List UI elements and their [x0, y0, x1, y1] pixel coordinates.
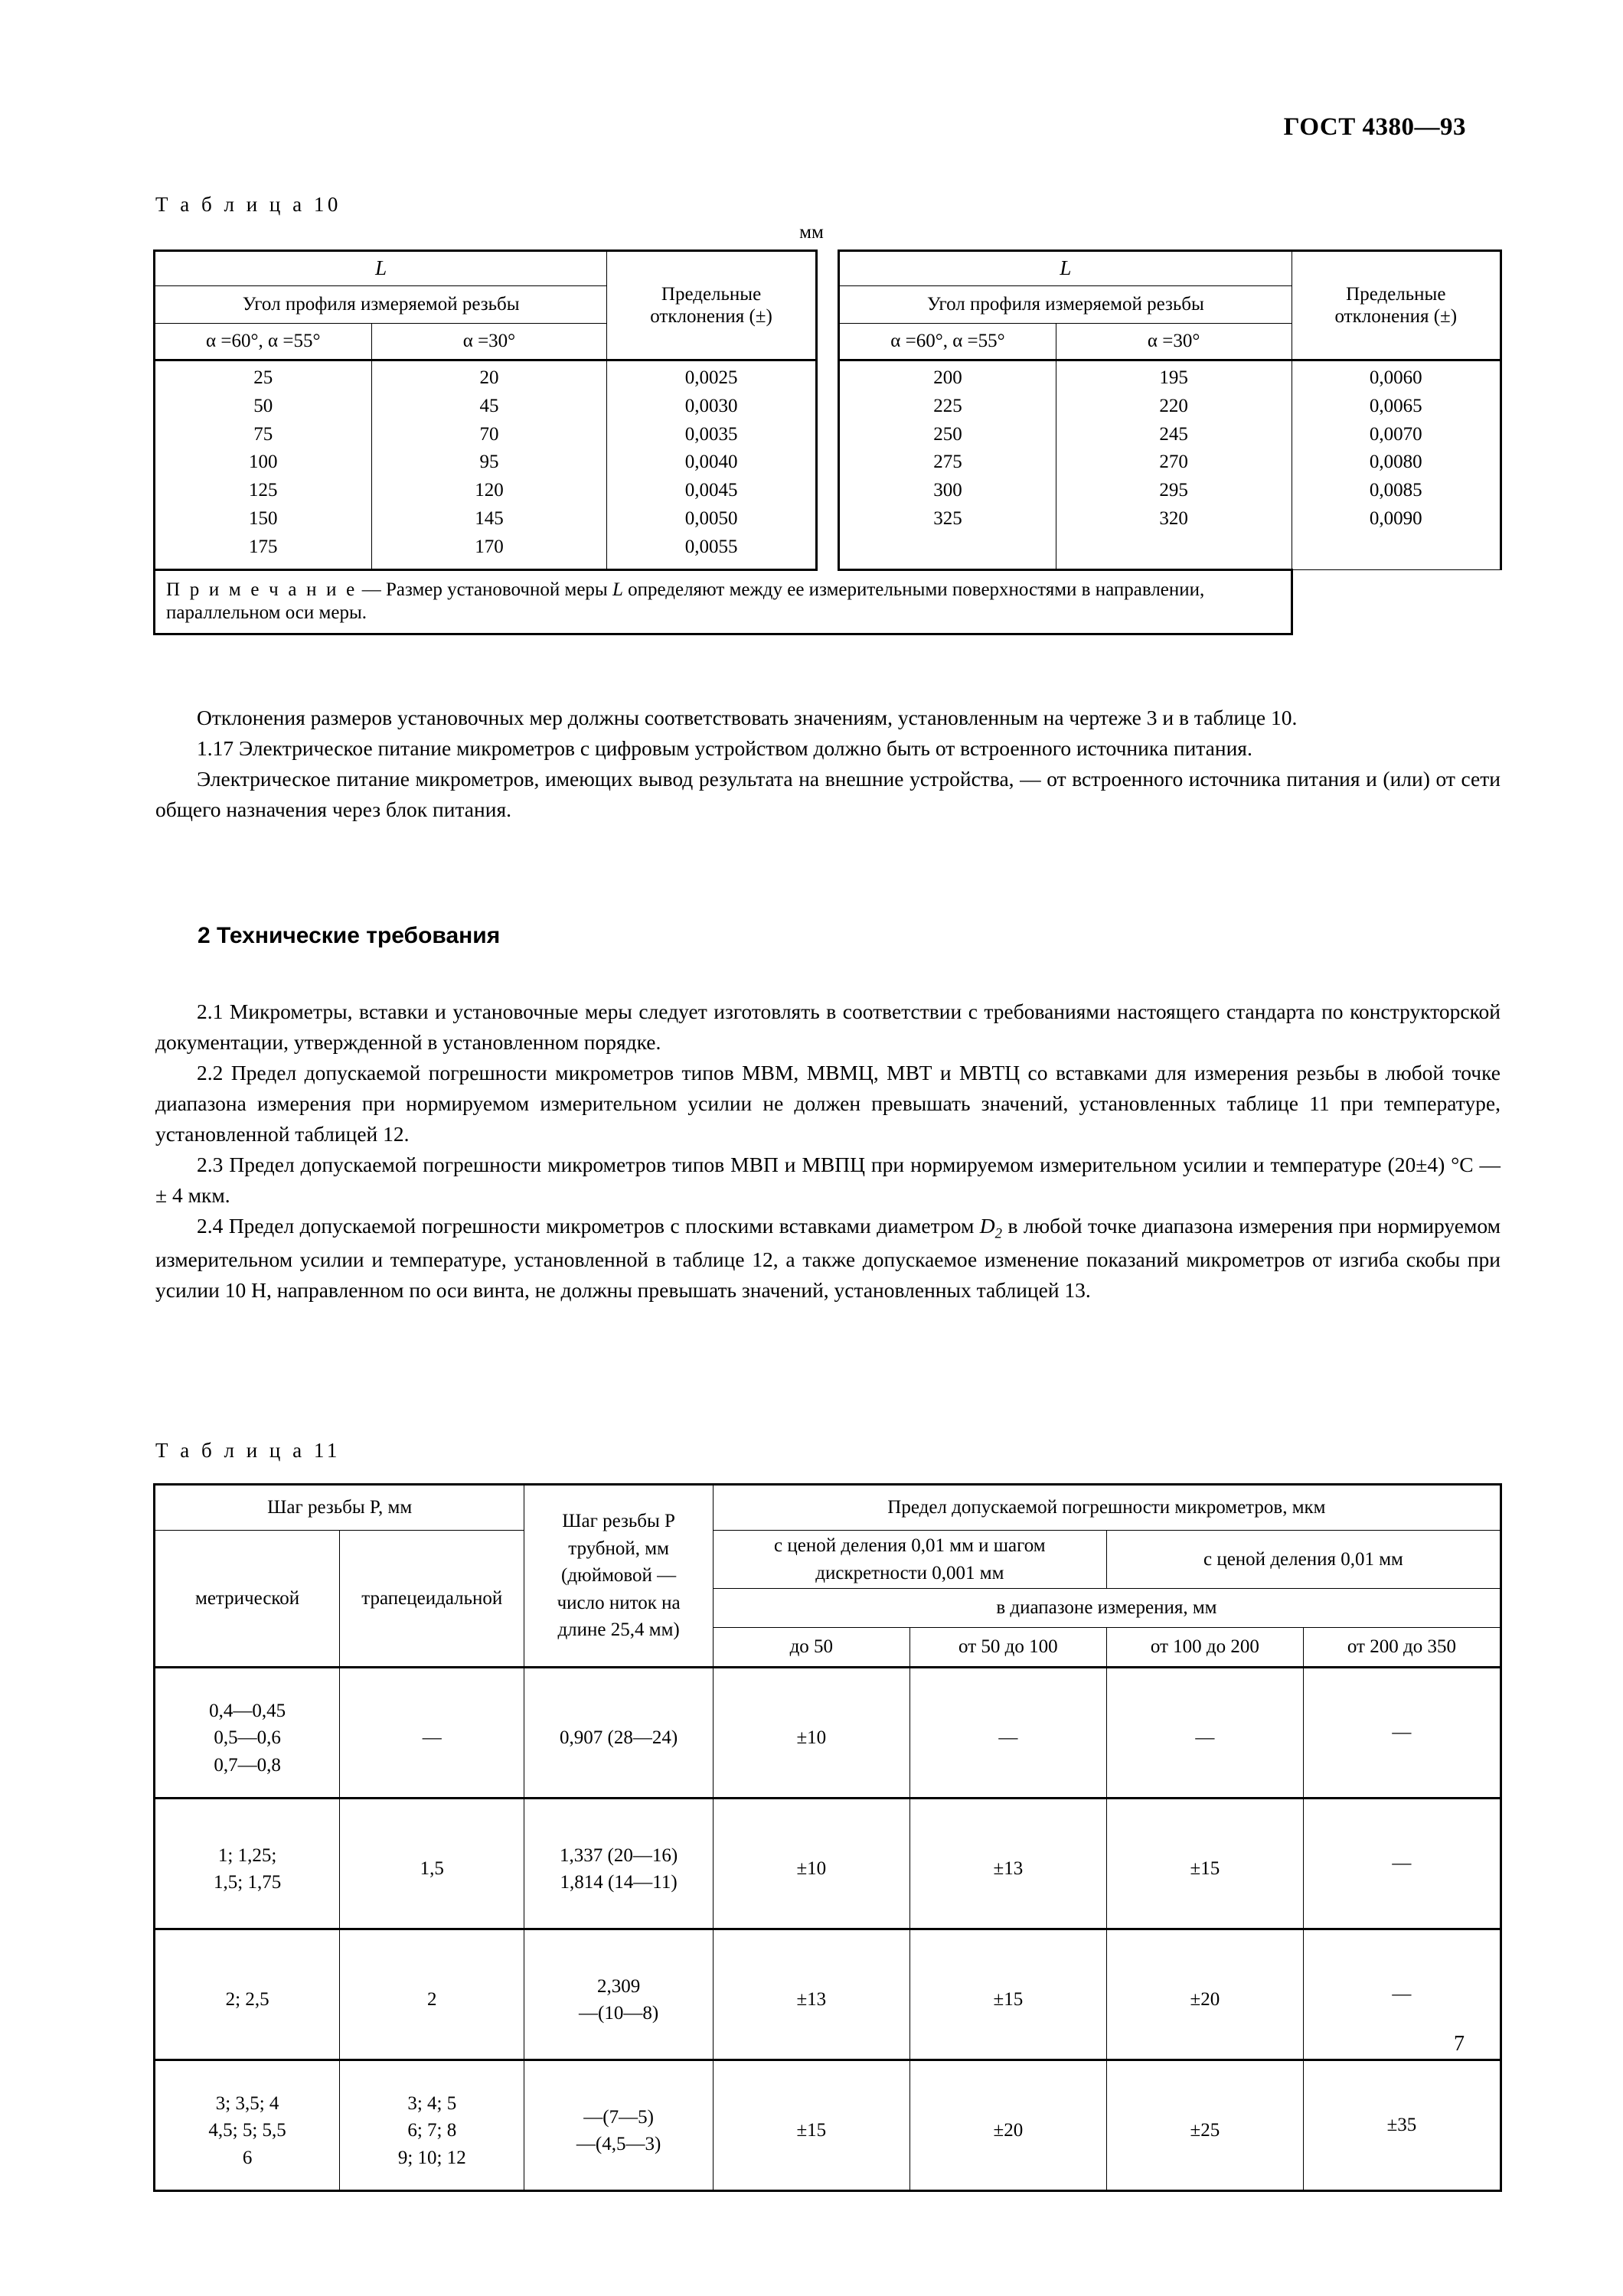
standard-header: ГОСТ 4380—93 [1283, 113, 1466, 141]
table-10-header-angle-group-left: Угол профиля измеряемой резьбы [155, 286, 607, 324]
table-10-cell: 270 [1159, 452, 1188, 473]
table-11-caption: Т а б л и ц а 11 [155, 1439, 341, 1462]
table-10-cell: 0,0055 [684, 536, 738, 557]
table-10-cell: 145 [475, 507, 504, 529]
table-10-caption: Т а б л и ц а 10 [155, 193, 341, 216]
paragraph-1-17: 1.17 Электрическое питание микрометров с цифровым устройством должно быть от встроенного источника питания. [197, 736, 1252, 760]
table-11-header-metric: метрической [155, 1531, 340, 1668]
table-row [155, 1929, 1501, 2060]
table-row [155, 1799, 1501, 1929]
table-11-cell-range-2: ±15 [909, 1929, 1106, 2060]
table-10-cell: 250 [933, 423, 962, 445]
table-10-cell: 0,0050 [684, 507, 738, 529]
table-10-cell: 0,0080 [1369, 452, 1422, 473]
table-10-col-l6055-left [155, 360, 372, 570]
table-11-cell-metric: 1; 1,25; 1,5; 1,75 [155, 1799, 340, 1929]
page-number: 7 [1454, 2032, 1465, 2056]
table-11-cell-trapezoidal: 2 [340, 1929, 524, 2060]
table-11-header-range-2: от 50 до 100 [909, 1628, 1106, 1668]
table-10-cell: 300 [933, 480, 962, 501]
table-10-col-l30-left [371, 360, 607, 570]
table-10-cell: 0,0090 [1369, 507, 1422, 529]
table-10-cell: 0,0025 [684, 367, 738, 388]
table-11-cell-pipe: —(7—5) —(4,5—3) [524, 2060, 713, 2191]
paragraph-2-2: 2.2 Предел допускаемой погрешности микрометров типов МВМ, МВМЦ, МВТ и МВТЦ со вставками для измерения резьбы в любой точке диапазона измерения при нормируемом измерительном усилии не должен превышать значений, установленных таблице 11 при температуре, установленной таблицей 12. [155, 1061, 1501, 1146]
table-10-col-dev-left [607, 360, 816, 570]
table-11-header-pitch-group: Шаг резьбы P, мм [155, 1485, 524, 1531]
table-10-cell: 0,0030 [684, 395, 738, 416]
table-11-header-pipe-pitch: Шаг резьбы P трубной, мм (дюймовой — число ниток на длине 25,4 мм) [524, 1485, 713, 1668]
table-10-cell: 0,0060 [1369, 367, 1422, 388]
table-10-col-l6055-right [839, 360, 1056, 570]
table-10-col-l30-right [1056, 360, 1292, 570]
table-11-cell-range-2: ±13 [909, 1799, 1106, 1929]
table-11-cell-range-4: — [1303, 1668, 1501, 1799]
table-10-cell: 0,0070 [1369, 423, 1422, 445]
table-row [155, 1668, 1501, 1799]
table-11-cell-range-1: ±13 [713, 1929, 909, 2060]
table-10-cell: 0,0065 [1369, 395, 1422, 416]
paragraph-deviations: Отклонения размеров установочных мер должны соответствовать значениям, установленным на чертеже 3 и в таблице 10. [197, 706, 1298, 729]
table-10-header-angle-60-55-left: α =60°, α =55° [155, 324, 372, 360]
table-10-cell: 100 [249, 452, 278, 473]
table-11-cell-metric: 2; 2,5 [155, 1929, 340, 2060]
table-10-cell-spacer [1292, 533, 1500, 562]
table-11-header-scale-001: с ценой деления 0,01 мм [1106, 1531, 1501, 1589]
table-10-cell: 95 [479, 452, 499, 473]
table-10-cell: 75 [253, 423, 273, 445]
table-10-cell: 245 [1159, 423, 1188, 445]
table-10-unit-label: мм [799, 222, 824, 243]
table-10-cell-spacer [1056, 533, 1292, 562]
table-10-cell: 125 [249, 480, 278, 501]
table-10-cell: 275 [933, 452, 962, 473]
table-10-cell-spacer [840, 533, 1056, 562]
table-11-header-trapezoidal: трапецеидальной [340, 1531, 524, 1668]
paragraph-block-2 [155, 996, 1501, 1306]
table-11-header-range-1: до 50 [713, 1628, 909, 1668]
table-10-cell: 20 [479, 367, 499, 388]
paragraph-2-3: 2.3 Предел допускаемой погрешности микрометров типов МВП и МВПЦ при нормируемом измерительном усилии и температуре (20±4) °С — ± 4 мкм. [155, 1153, 1501, 1207]
table-10-header-angle-30-left: α =30° [371, 324, 607, 360]
table-10-header-angle-group-right: Угол профиля измеряемой резьбы [839, 286, 1292, 324]
table-10-cell: 0,0045 [684, 480, 738, 501]
table-10-header-angle-30-right: α =30° [1056, 324, 1292, 360]
table-11-cell-range-4: — [1303, 1929, 1501, 2060]
paragraph-block-1 [155, 703, 1501, 825]
table-11-header-scale-discrete: с ценой деления 0,01 мм и шагом дискретности 0,001 мм [713, 1531, 1106, 1589]
table-10-cell: 25 [253, 367, 273, 388]
table-10-cell: 0,0035 [684, 423, 738, 445]
table-10-cell: 170 [475, 536, 504, 557]
table-10-col-dev-right [1292, 360, 1501, 570]
table-11-cell-metric: 0,4—0,45 0,5—0,6 0,7—0,8 [155, 1668, 340, 1799]
table-11-cell-range-3: — [1106, 1668, 1303, 1799]
table-11-cell-pipe: 2,309 —(10—8) [524, 1929, 713, 2060]
table-10-cell: 0,0040 [684, 452, 738, 473]
table-10-cell: 120 [475, 480, 504, 501]
table-10-cell: 45 [479, 395, 499, 416]
table-11-cell-range-1: ±10 [713, 1668, 909, 1799]
table-11-cell-range-4: — [1303, 1799, 1501, 1929]
table-11-cell-trapezoidal: 3; 4; 5 6; 7; 8 9; 10; 12 [340, 2060, 524, 2191]
table-11-header-range-group: в диапазоне измерения, мм [713, 1589, 1501, 1628]
table-10-note: П р и м е ч а н и е — Размер установочной меры L определяют между ее измерительными поверхностями в направлении, параллельном оси меры. [155, 570, 1292, 634]
table-10-cell: 195 [1159, 367, 1188, 388]
table-10-header-L-right: L [839, 251, 1292, 286]
table-11-cell-range-3: ±25 [1106, 2060, 1303, 2191]
table-11-cell-trapezoidal: — [340, 1668, 524, 1799]
table-11 [153, 1483, 1502, 2192]
table-10-cell: 175 [249, 536, 278, 557]
table-11-cell-pipe: 1,337 (20—16) 1,814 (14—11) [524, 1799, 713, 1929]
table-11-header-range-4: от 200 до 350 [1303, 1628, 1501, 1668]
table-10-header-deviation-right: Предельные отклонения (±) [1292, 251, 1501, 360]
table-10-header-deviation-left: Предельные отклонения (±) [607, 251, 816, 360]
table-11-cell-trapezoidal: 1,5 [340, 1799, 524, 1929]
table-11-cell-metric: 3; 3,5; 4 4,5; 5; 5,5 6 [155, 2060, 340, 2191]
section-heading-2: 2 Технические требования [198, 923, 501, 948]
table-10-cell: 295 [1159, 480, 1188, 501]
table-11-cell-pipe: 0,907 (28—24) [524, 1668, 713, 1799]
table-11-cell-range-2: ±20 [909, 2060, 1106, 2191]
table-11-cell-range-3: ±20 [1106, 1929, 1303, 2060]
table-10-cell: 70 [479, 423, 499, 445]
table-10-header-L-left: L [155, 251, 607, 286]
table-11-header-range-3: от 100 до 200 [1106, 1628, 1303, 1668]
table-11-header-error-group: Предел допускаемой погрешности микрометров, мкм [713, 1485, 1501, 1531]
paragraph-2-4: 2.4 Предел допускаемой погрешности микрометров с плоскими вставками диаметром $D_2$ в любой точке диапазона измерения при нормируемом измерительном усилии и температуре, установленной в таблице 12, а также допускаемое изменение показаний микрометров от изгиба скобы при усилии 10 Н, направленном по оси винта, не должны превышать значений, установленных таблицей 13. [155, 1214, 1501, 1302]
table-10-cell: 0,0085 [1369, 480, 1422, 501]
table-10-cell: 150 [249, 507, 278, 529]
table-10-cell: 325 [933, 507, 962, 529]
table-11-cell-range-4: ±35 [1303, 2060, 1501, 2191]
table-10-cell: 225 [933, 395, 962, 416]
table-10-cell: 50 [253, 395, 273, 416]
table-10-cell: 220 [1159, 395, 1188, 416]
table-10-cell: 200 [933, 367, 962, 388]
paragraph-2-1: 2.1 Микрометры, вставки и установочные меры следует изготовлять в соответствии с требованиями настоящего стандарта по конструкторской документации, утвержденной в установленном порядке. [155, 1000, 1501, 1054]
table-11-cell-range-1: ±10 [713, 1799, 909, 1929]
table-10 [153, 249, 1502, 635]
table-10-cell: 320 [1159, 507, 1188, 529]
table-11-cell-range-1: ±15 [713, 2060, 909, 2191]
table-11-cell-range-2: — [909, 1668, 1106, 1799]
table-11-cell-range-3: ±15 [1106, 1799, 1303, 1929]
paragraph-power-supply: Электрическое питание микрометров, имеющих вывод результата на внешние устройства, — от встроенного источника питания и (или) от сети общего назначения через блок питания. [155, 767, 1501, 821]
table-row [155, 2060, 1501, 2191]
table-10-header-angle-60-55-right: α =60°, α =55° [839, 324, 1056, 360]
